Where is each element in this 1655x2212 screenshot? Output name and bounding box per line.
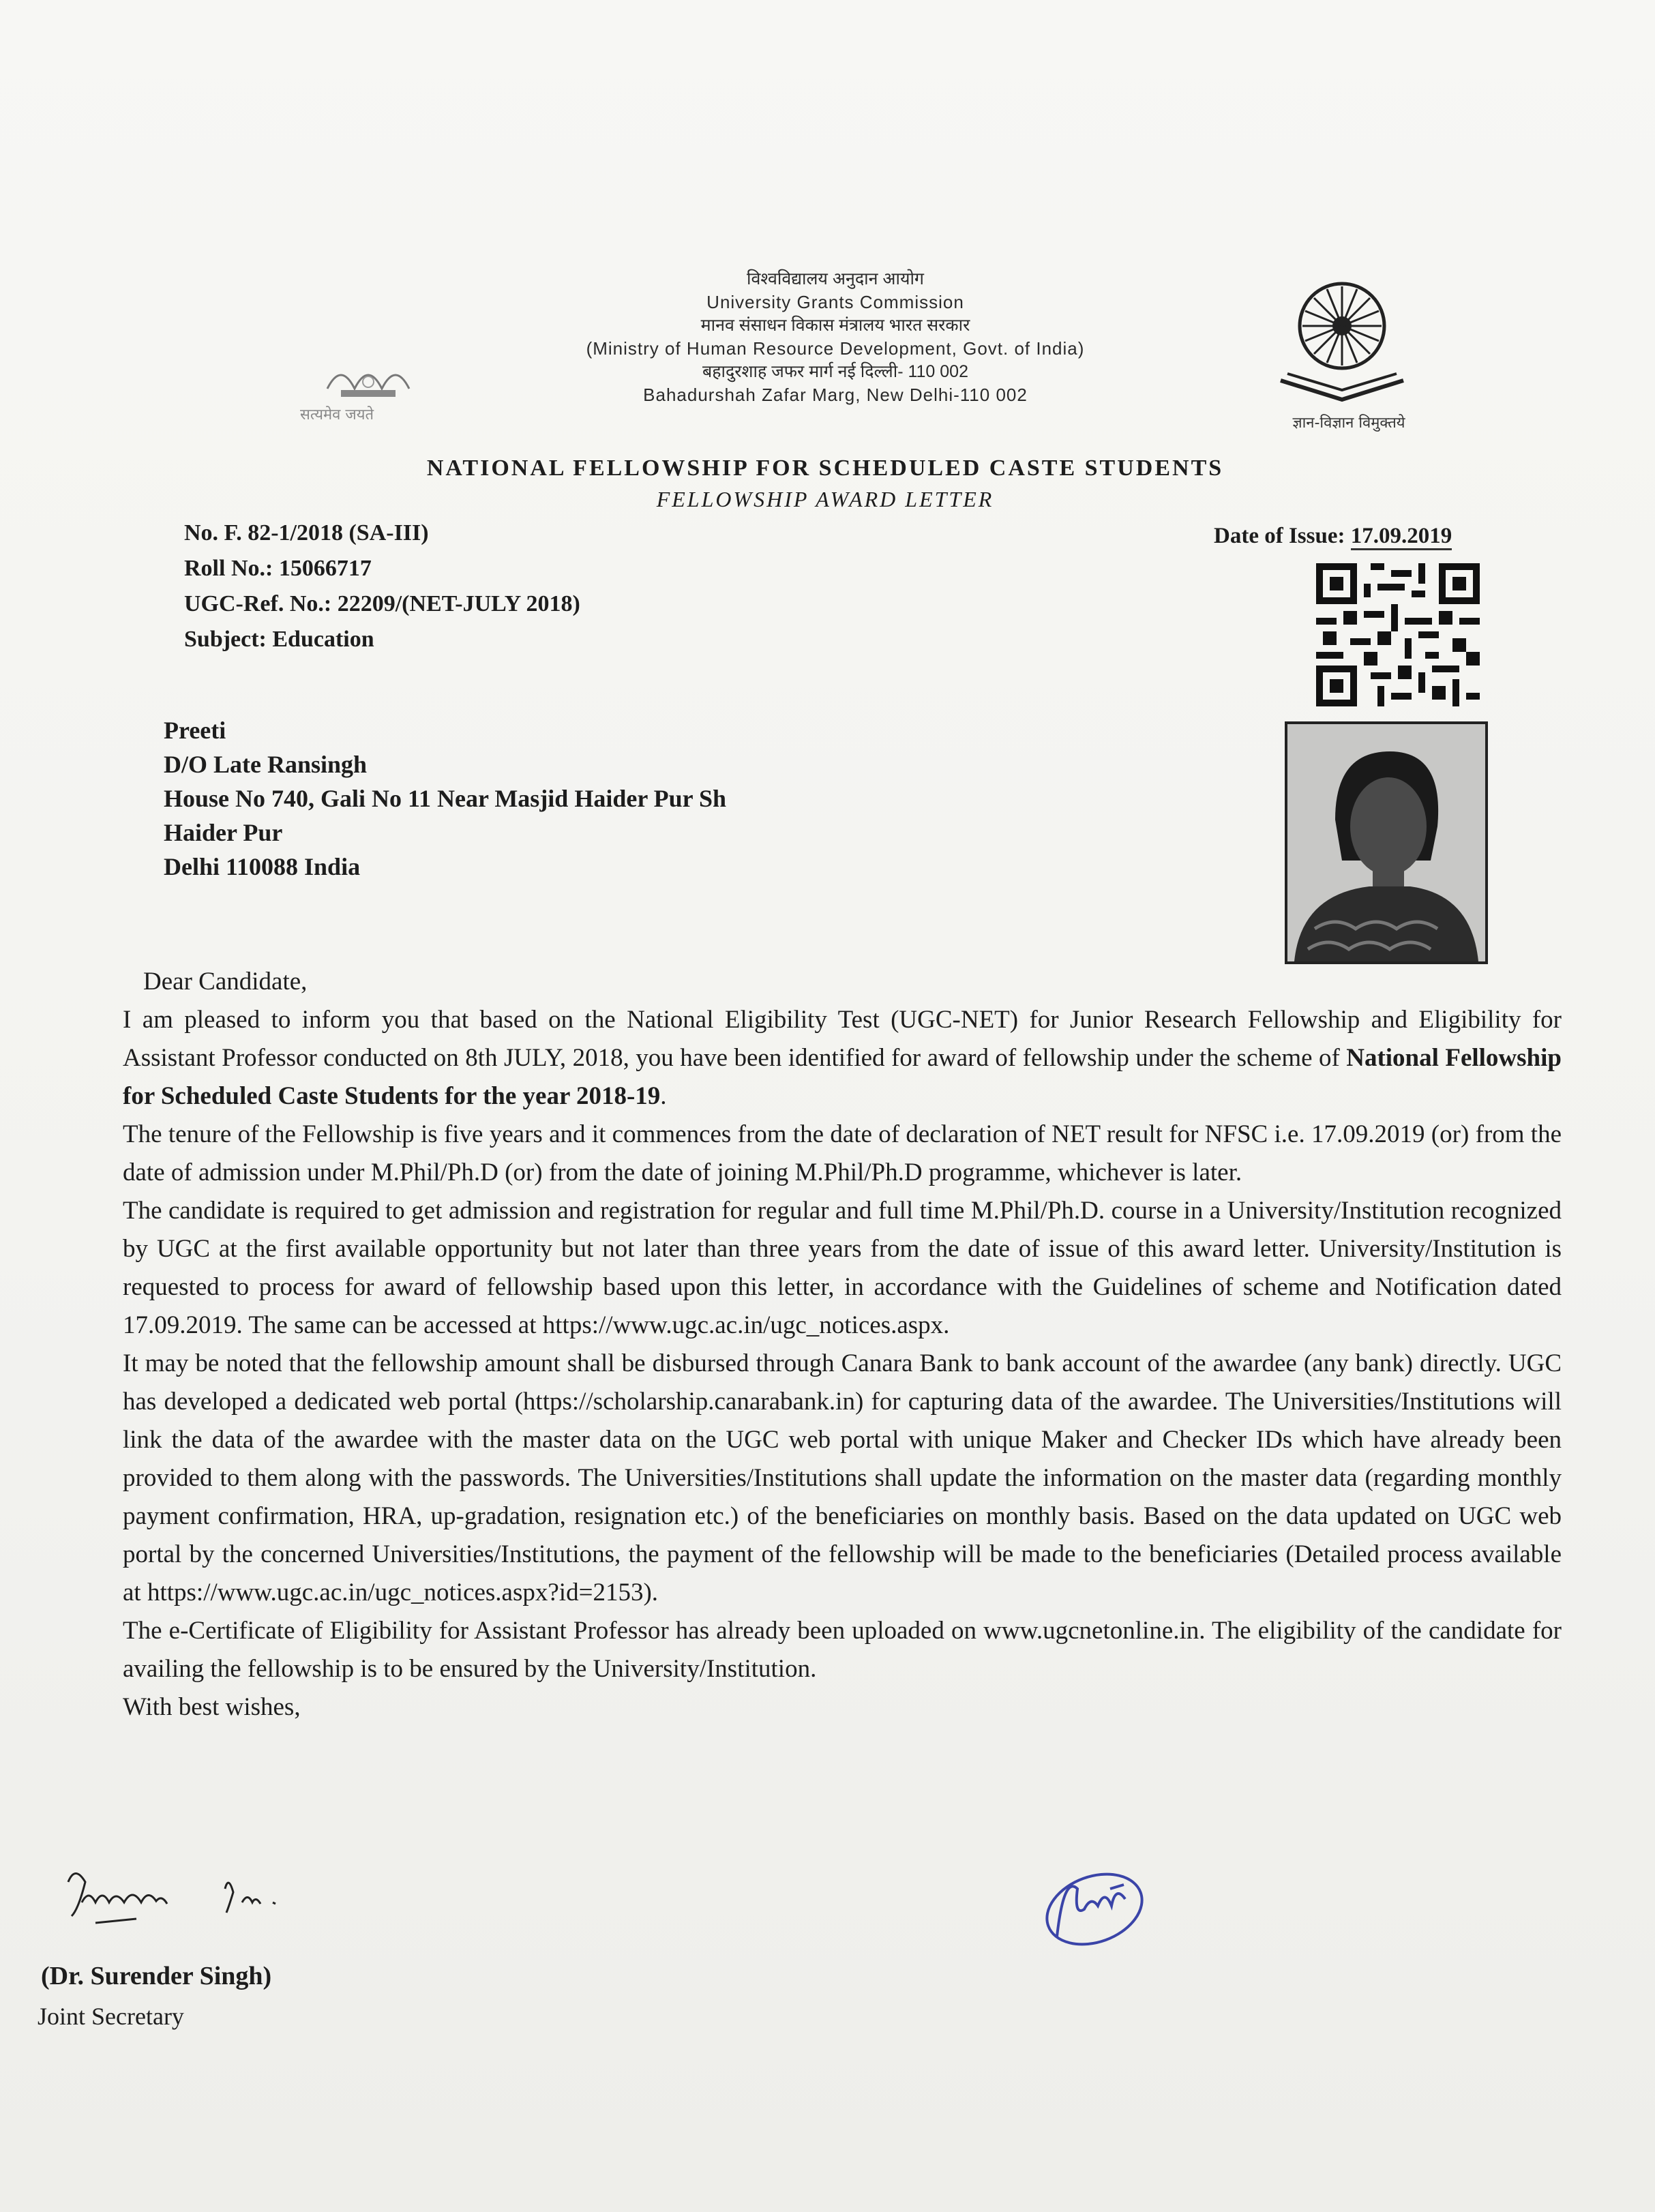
- qr-code: [1316, 563, 1480, 706]
- paragraph-1-start: I am pleased to inform you that based on the National Eligibility Test (UGC-NET) for Junior Research Fellowship and Eligibility for Assistant Professor conducted on 8th JULY, 2018, you have been identified for award of fellowship under the scheme of: [123, 1006, 1562, 1072]
- reference-block: [184, 515, 580, 657]
- ministry-hindi: मानव संसाधन विकास मंत्रालय भारत सरकार: [700, 316, 970, 335]
- paragraph-1-end: .: [660, 1082, 667, 1110]
- candidate-address: [164, 713, 726, 884]
- letter-body: [123, 963, 1562, 1727]
- paragraph-4: It may be noted that the fellowship amount shall be disbursed through Canara Bank to bank account of the awardee (any bank) directly. UGC has developed a dedicated web portal (https://scholarship.canarabank.in) for capturing data of the awardee. The Universities/Institutions will link the data of the awardee with the master data on the UGC web portal with unique Maker and Checker IDs which have already been provided to them along with the passwords. The Universities/Institutions shall update the information on the master data (regarding monthly payment confirmation, HRA, up-gradation, resignation etc.) of the beneficiaries on monthly basis. Based on the data updated on UGC web portal by the concerned Universities/Institutions, the payment of the fellowship will be made to the beneficiaries (Detailed process available at https://www.ugc.ac.in/ugc_notices.aspx?id=2153).: [123, 1349, 1562, 1606]
- right-emblem-caption: ज्ञान-विज्ञान विमुक्तये: [1292, 415, 1405, 432]
- ugc-logo: [1260, 278, 1424, 435]
- address-english: Bahadurshah Zafar Marg, New Delhi-110 002: [643, 385, 1028, 405]
- scheme-name-bold: National Fellowship for Scheduled Caste Students for the year 2018-19: [123, 1044, 1562, 1110]
- candidate-photo: [1285, 721, 1488, 964]
- subject: Subject: Education: [184, 627, 374, 652]
- qr-code-icon: [1316, 563, 1480, 706]
- candidate-portrait-icon: [1287, 724, 1485, 961]
- official-signature: [55, 1855, 341, 1937]
- closing: With best wishes,: [123, 1693, 301, 1721]
- issue-label: Date of Issue:: [1214, 524, 1345, 548]
- candidate-relation: D/O Late Ransingh: [164, 751, 368, 778]
- letter-subheading: FELLOWSHIP AWARD LETTER: [656, 487, 994, 511]
- file-number: No. F. 82-1/2018 (SA-III): [184, 520, 429, 545]
- paragraph-2: The tenure of the Fellowship is five years and it commences from the date of declaration of NET result for NFSC i.e. 17.09.2019 (or) from the date of admission under M.Phil/Ph.D (or) from the date of joining M.Phil/Ph.D programme, whichever is later.: [123, 1120, 1562, 1186]
- paragraph-1: [123, 1001, 1562, 1116]
- letterhead: [477, 267, 1193, 406]
- candidate-name: Preeti: [164, 717, 226, 744]
- ministry-english: (Ministry of Human Resource Development, Govt. of India): [586, 338, 1085, 359]
- salutation: Dear Candidate,: [143, 968, 308, 996]
- handwritten-signature-icon: [55, 1855, 341, 1937]
- ugc-reference: UGC-Ref. No.: 22209/(NET-JULY 2018): [184, 591, 580, 616]
- ugc-hindi-name: विश्वविद्यालय अनुदान आयोग: [746, 269, 925, 288]
- signatory-title: Joint Secretary: [38, 2003, 184, 2030]
- left-emblem-caption: सत्यमेव जयते: [300, 406, 374, 423]
- address-line-1: House No 740, Gali No 11 Near Masjid Haider Pur Sh: [164, 785, 727, 812]
- address-hindi: बहादुरशाह जफर मार्ग नई दिल्ली- 110 002: [702, 362, 968, 381]
- date-of-issue: [1214, 524, 1452, 549]
- scheme-heading: NATIONAL FELLOWSHIP FOR SCHEDULED CASTE STUDENTS: [426, 455, 1224, 481]
- signatory-name: (Dr. Surender Singh): [41, 1962, 272, 1990]
- ashoka-emblem: [286, 341, 450, 430]
- ugc-english-name: University Grants Commission: [706, 292, 964, 312]
- candidate-signature: [1030, 1862, 1152, 1957]
- paragraph-5: The e-Certificate of Eligibility for Assistant Professor has already been uploaded on www.ugcnetonline.in. The eligibility of the candidate for availing the fellowship is to be ensured by the University/Institution.: [123, 1617, 1562, 1683]
- candidate-signature-icon: [1030, 1862, 1152, 1957]
- issue-date: 17.09.2019: [1351, 524, 1452, 550]
- ugc-wheel-icon: [1260, 278, 1424, 415]
- address-line-3: Delhi 110088 India: [164, 853, 361, 880]
- paragraph-3: The candidate is required to get admission and registration for regular and full time M.Phil/Ph.D. course in a University/Institution recognized by UGC at the first available opportunity but not later than three years from the date of issue of this award letter. University/Institution is requested to process for award of fellowship based upon this letter, in accordance with the Guidelines of scheme and Notification dated 17.09.2019. The same can be accessed at https://www.ugc.ac.in/ugc_notices.aspx.: [123, 1197, 1562, 1339]
- address-line-2: Haider Pur: [164, 819, 283, 846]
- roll-number: Roll No.: 15066717: [184, 556, 372, 581]
